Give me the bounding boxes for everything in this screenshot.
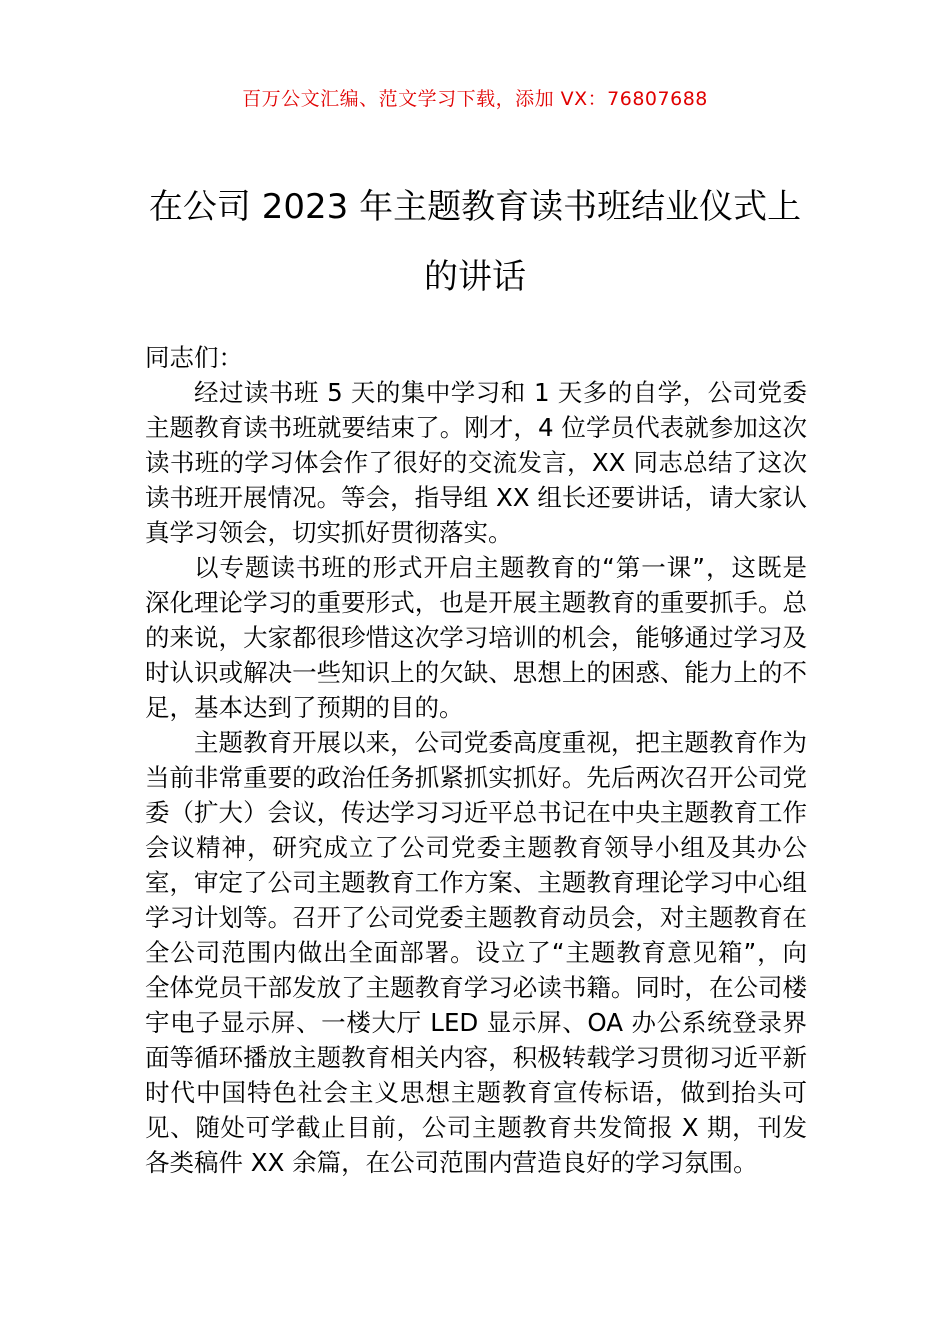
title-line-2: 的讲话 bbox=[424, 257, 526, 297]
document-body bbox=[145, 340, 807, 1180]
paragraph: 主题教育开展以来，公司党委高度重视，把主题教育作为当前非常重要的政治任务抓紧抓实抓好。先后两次召开公司党委（扩大）会议，传达学习习近平总书记在中央主题教育工作会议精神，研究成立了公司党委主题教育领导小组及其办公室，审定了公司主题教育工作方案、主题教育理论学习中心组学习计划等。召开了公司党委主题教育动员会，对主题教育在全公司范围内做出全面部署。设立了“主题教育意见箱”，向全体党员干部发放了主题教育学习必读书籍。同时，在公司楼宇电子显示屏、一楼大厅 LED 显示屏、OA 办公系统登录界面等循环播放主题教育相关内容，积极转载学习贯彻习近平新时代中国特色社会主义思想主题教育宣传标语，做到抬头可见、随处可学截止目前，公司主题教育共发简报 X 期，刊发各类稿件 XX 余篇，在公司范围内营造良好的学习氛围。 bbox=[145, 728, 807, 1177]
paragraph: 以专题读书班的形式开启主题教育的“第一课”，这既是深化理论学习的重要形式，也是开展主题教育的重要抓手。总的来说，大家都很珍惜这次学习培训的机会，能够通过学习及时认识或解决一些知识上的欠缺、思想上的困惑、能力上的不足，基本达到了预期的目的。 bbox=[145, 553, 807, 722]
salutation: 同志们： bbox=[145, 343, 243, 372]
document-title bbox=[130, 172, 820, 312]
header-note: 百万公文汇编、范文学习下载，添加 VX：76807688 bbox=[242, 88, 708, 110]
paragraph: 经过读书班 5 天的集中学习和 1 天多的自学，公司党委主题教育读书班就要结束了。刚才，4 位学员代表就参加这次读书班的学习体会作了很好的交流发言，XX 同志总结了这次读书班开展情况。等会，指导组 XX 组长还要讲话，请大家认真学习领会，切实抓好贯彻落实。 bbox=[145, 378, 807, 547]
title-line-1: 在公司 2023 年主题教育读书班结业仪式上 bbox=[148, 187, 802, 227]
